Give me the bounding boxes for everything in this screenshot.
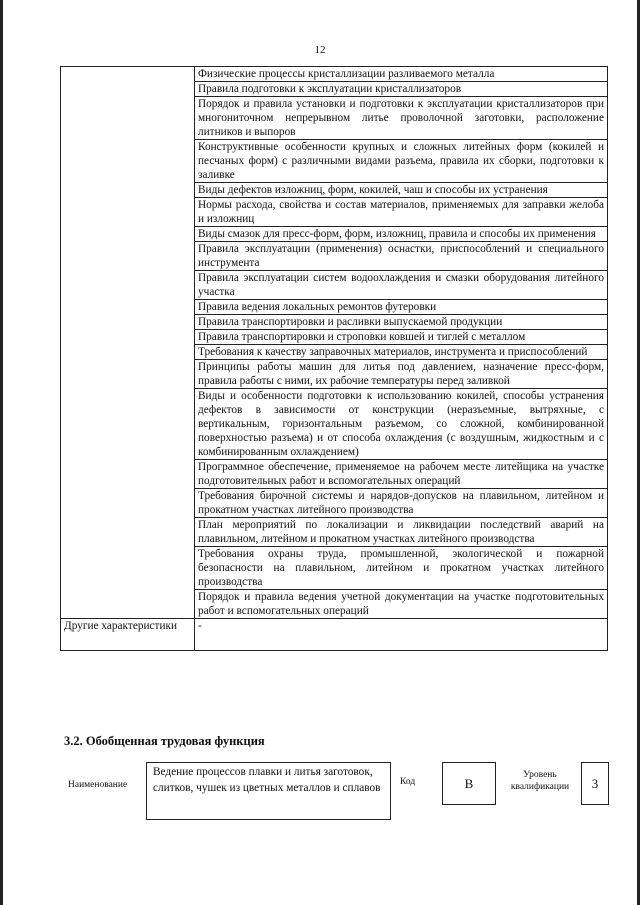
required-knowledge-label-cell (61, 67, 195, 619)
knowledge-item: Требования к качеству заправочных материалов, инструмента и приспособлений (195, 345, 608, 360)
table-row (61, 619, 608, 651)
name-label: Наименование (68, 780, 128, 790)
knowledge-item: Виды смазок для пресс-форм, форм, изложниц, правила и способы их применения (195, 227, 608, 242)
knowledge-item: Правила эксплуатации систем водоохлаждения и смазки оборудования литейного участка (195, 271, 608, 300)
knowledge-item: Виды и особенности подготовки к использованию кокилей, способы устранения дефектов в зависимости от конструкции (неразъемные, вытряхные, с вертикальным, горизонтальным разъемом, со сложной, комбинированной поверхностью разъема) и от способа охлаждения (с воздушным, жидкостным и с комбинированным охлаждением) (195, 389, 608, 460)
knowledge-item: Конструктивные особенности крупных и сложных литейных форм (кокилей и песчаных форм) с различными видами разъема, правила их сборки, подготовки к заливке (195, 140, 608, 183)
required-knowledge-table (60, 66, 608, 651)
section-title: 3.2. Обобщенная трудовая функция (64, 734, 265, 748)
knowledge-item: Физические процессы кристаллизации разливаемого металла (195, 67, 608, 82)
knowledge-item: Программное обеспечение, применяемое на рабочем месте литейщика на участке подготовительных работ и вспомогательных операций (195, 460, 608, 489)
qualification-level-box: 3 (581, 762, 609, 805)
knowledge-item: Виды дефектов изложниц, форм, кокилей, чаш и способы их устранения (195, 183, 608, 198)
knowledge-item: Правила эксплуатации (применения) оснастки, приспособлений и специального инструмента (195, 242, 608, 271)
knowledge-item: Порядок и правила ведения учетной документации на участке подготовительных работ и вспомогательных операций (195, 590, 608, 619)
code-label: Код (400, 777, 416, 787)
page-number: 12 (314, 44, 326, 56)
knowledge-item: Правила ведения локальных ремонтов футеровки (195, 300, 608, 315)
knowledge-item: Правила транспортировки и строповки ковшей и тиглей с металлом (195, 330, 608, 345)
generalized-function-name-box: Ведение процессов плавки и литья заготовок, слитков, чушек из цветных металлов и сплавов (146, 762, 391, 820)
knowledge-item: Требования бирочной системы и нарядов-допусков на плавильном, литейном и прокатном участках литейного производства (195, 489, 608, 518)
knowledge-item: Правила транспортировки и расливки выпускаемой продукции (195, 315, 608, 330)
knowledge-item: Правила подготовки к эксплуатации кристаллизаторов (195, 82, 608, 97)
page-edge-left (0, 0, 3, 905)
knowledge-item: План мероприятий по локализации и ликвидации последствий аварий на плавильном, литейном и прокатном участках литейного производства (195, 518, 608, 547)
other-characteristics-label: Другие характеристики (61, 619, 195, 651)
knowledge-item: Порядок и правила установки и подготовки к эксплуатации кристаллизаторов при многониточном непрерывном литье проволочной заготовки, расположение литников и выпоров (195, 97, 608, 140)
knowledge-item: Нормы расхода, свойства и состав материалов, применяемых для заправки желоба и изложниц (195, 198, 608, 227)
table-row (61, 67, 608, 82)
knowledge-item: Требования охраны труда, промышленной, экологической и пожарной безопасности на плавильном, литейном и прокатном участках литейного производства (195, 547, 608, 590)
qualification-level-label: Уровень квалификации (510, 770, 570, 792)
knowledge-item: Принципы работы машин для литья под давлением, назначение пресс-форм, правила работы с ними, их рабочие температуры перед заливкой (195, 360, 608, 389)
other-characteristics-value: - (195, 619, 608, 651)
code-value-box: В (442, 762, 496, 805)
